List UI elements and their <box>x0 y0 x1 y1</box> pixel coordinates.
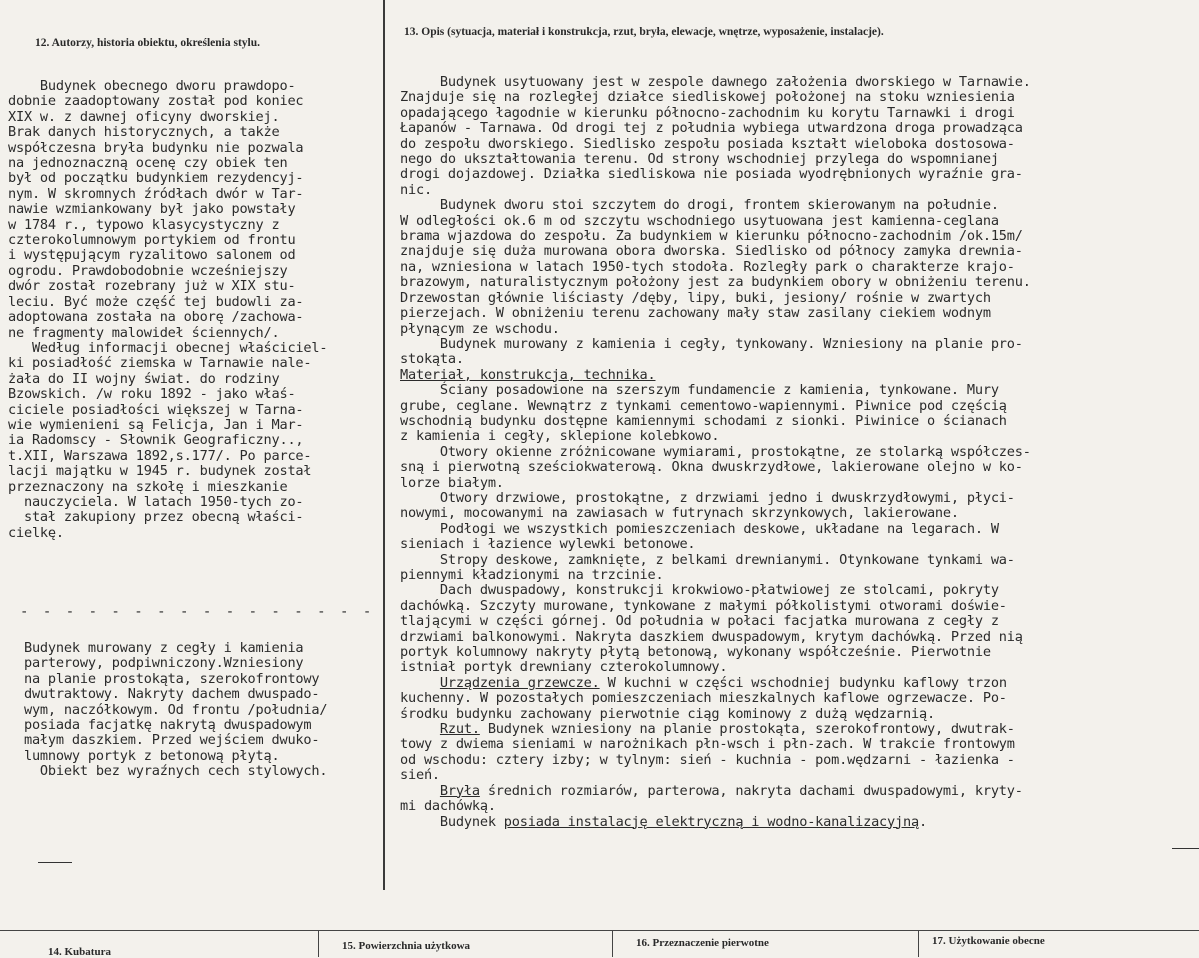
footer-current-use-label: 17. Użytkowanie obecne <box>932 935 1045 947</box>
heading-material: Materiał, konstrukcja, technika. <box>400 366 656 383</box>
footer-divider-3 <box>918 930 919 957</box>
footer-cubature-label: 14. Kubatura <box>48 946 111 958</box>
history-text: Budynek obecnego dworu prawdopo- dobnie zaadoptowany został pod koniec XIX w. z dawnej oficyny dworskiej. Brak danych historycznych, a także współczesna bryła budynku nie pozwala na jednoznaczną ocenę czy obiek ten był od początku budynkiem rezydencyj- nym. W skromnych źródłach dwór w Tar- nawie wzmiankowany był jako powstały w 1784 r., typowo klasycystyczny z czterokolumnowym portykiem od frontu i występującym ryzalitowo salonem od ogrodu. Prawdobodobnie wcześniejszy dwór został rozebrany już w XIX stu- leciu. Być może część tej budowli za- adoptowana została na oborę /zachowa- ne fragmenty malowideł ściennych/. Według informacji obecnej właściciel- ki posiadłość ziemska w Tarnawie nale- żała do II wojny świat. do rodziny Bzowskich. /w roku 1892 - jako właś- ciciele posiadłości większej w Tarna- wie wymienieni są Felicja, Jan i Mar- ia Radomscy - Słownik Geograficzny.., t.XII, Warszawa 1892,s.177/. Po parce- lacji majątku w 1945 r. budynek został przeznaczony na szkołę i mieszkanie nauczyciela. W latach 1950-tych zo- stał zakupiony przez obecną właści- cielkę. <box>8 78 328 541</box>
description-paragraph-construction: Ściany posadowione na szerszym fundamencie z kamienia, tynkowane. Mury grube, ceglane. Wewnątrz z tynkami cementowo-wapiennymi. Piwnice pod częścią wschodnią budynku dostępne kamiennymi schodami z sionki. Piwinice o ścianach z kamienia i cegły, sklepione kolebkowo. Otwory okienne zróżnicowane wymiarami, prostokątne, ze stolarką współczes- sną i pierwotną sześciokwaterową. Okna dwuskrzydłowe, lakierowane olejno w ko- lorze białym. Otwory drzwiowe, prostokątne, z drzwiami jedno i dwuskrzydłowymi, płyci- nowymi, mocowanymi na zawiasach w futrynach skrzynkowych, lakierowane. Podłogi we wszystkich pomieszczeniach deskowe, układane na legarach. W sieniach i łazience wylewki betonowe. Stropy deskowe, zamknięte, z belkami drewnianymi. Otynkowane tynkami wa- piennymi kładzionymi na trzcinie. Dach dwuspadowy, konstrukcji krokwiowo-płatwiowej ze stolcami, pokryty dachówką. Szczyty murowane, tynkowane z małymi półkolistymi otworami doświe- tlającymi w części górnej. Od południa w połaci facjatka murowana z cegły z drzwiami balkonowymi. Nakryta daszkiem dwuspadowym, krytym dachówką. Przed nią portyk kolumnowy nakryty płytą betonową, wykonany współcześnie. Pierwotnie istniał portyk drewniany czterokolumnowy. <box>400 382 1031 676</box>
description-paragraph-heating: W kuchni w części wschodniej budynku kaflowy trzon kuchenny. W pozostałych pomieszczeniach mieszkalnych kaflowe ogrzewacze. Po- środku budynku zachowany pierwotnie ciąg kominowy z dużą wędzarnią. <box>400 674 1007 722</box>
section-13-header: 13. Opis (sytuacja, materiał i konstrukcja, rzut, bryła, elewacje, wnętrze, wyposażenie, instalacje). <box>404 26 884 38</box>
end-rule-right <box>1172 848 1199 849</box>
footer-original-purpose-label: 16. Przeznaczenie pierwotne <box>636 937 769 949</box>
description-install-end: . <box>918 813 927 830</box>
footer-rule <box>0 930 1199 931</box>
column-divider <box>383 0 385 890</box>
description-text <box>400 75 1198 830</box>
footer-divider-2 <box>612 930 613 957</box>
description-paragraph-site: Budynek usytuowany jest w zespole dawnego założenia dworskiego w Tarnawie. Znajduje się na rozległej działce siedliskowej położonej na stoku wzniesienia opadającego łagodnie w kierunku północno-zachodnim ku korytu Tarnawki i drogi Łapanów - Tarnawa. Od drogi tej z południa wybiega utwardzona droga prowadząca do zespołu dworskiego. Siedlisko zespołu posiada kształt wieloboka dostosowa- nego do ukształtowania terenu. Od strony wschodniej przylega do wspomnianej drogi dojazdowej. Działka siedliskowa nie posiada wyodrębnionych wyraźnie gra- nic. Budynek dworu stoi szczytem do drogi, frontem skierowanym na południe. W odległości ok.6 m od szczytu wschodniego usytuowana jest kamienna-ceglana brama wjazdowa do zespołu. Za budynkiem w kierunku północno-zachodnim /ok.15m/ znajduje się duża murowana obora dworska. Siedlisko od północy zamyka drewnia- na, wzniesiona w latach 1950-tych stodoła. Rozległy park o charakterze krajo- brazowym, naturalistycznym położony jest za budynkiem obory w obniżeniu terenu. Drzewostan głównie liściasty /dęby, lipy, buki, jesiony/ rośnie w zwartych pierzejach. W obniżeniu terenu zachowany mały staw zasilany ciekiem wodnym płynącym ze wschodu. Budynek murowany z kamienia i cegły, tynkowany. Wzniesiony na planie pro- stokąta. <box>400 74 1031 368</box>
footer-usable-area-label: 15. Powierzchnia użytkowa <box>342 940 471 952</box>
dashed-separator: - - - - - - - - - - - - - - - - <box>20 604 375 620</box>
heading-heating: Urządzenia grzewcze. <box>439 674 600 691</box>
description-paragraph-plan: Budynek wzniesiony na planie prostokąta, szerokofrontowy, dwutrak- towy z dwiema sieniami w narożnikach płn-wsch i płn-zach. W trakcie frontowym od wschodu: cztery izby; w tylnym: sień - kuchnia - pom.wędzarni - łazienka - sień. <box>400 721 1015 784</box>
section-12-header: 12. Autorzy, historia obiektu, określenia stylu. <box>35 37 261 49</box>
heading-installations: posiada instalację elektryczną i wodno-kanalizacyjną <box>503 813 919 830</box>
style-summary-text: Budynek murowany z cegły i kamienia parterowy, podpiwniczony.Wzniesiony na planie prostokąta, szerokofrontowy dwutraktowy. Nakryty dachem dwuspado- wym, naczółkowym. Od frontu /południa/ posiada facjatkę nakrytą dwuspadowym małym daszkiem. Przed wejściem dwuko- lumnowy portyk z betonową płytą. Obiekt bez wyraźnych cech stylowych. <box>23 640 328 780</box>
heading-plan: Rzut. <box>439 721 480 738</box>
heading-body: Bryła <box>439 782 480 799</box>
footer-divider-1 <box>318 930 319 957</box>
description-paragraph-body: średnich rozmiarów, parterowa, nakryta dachami dwuspadowymi, kryty- mi dachówką. <box>400 782 1023 815</box>
description-install-lead: Budynek <box>400 813 504 830</box>
end-rule-left <box>38 862 72 863</box>
